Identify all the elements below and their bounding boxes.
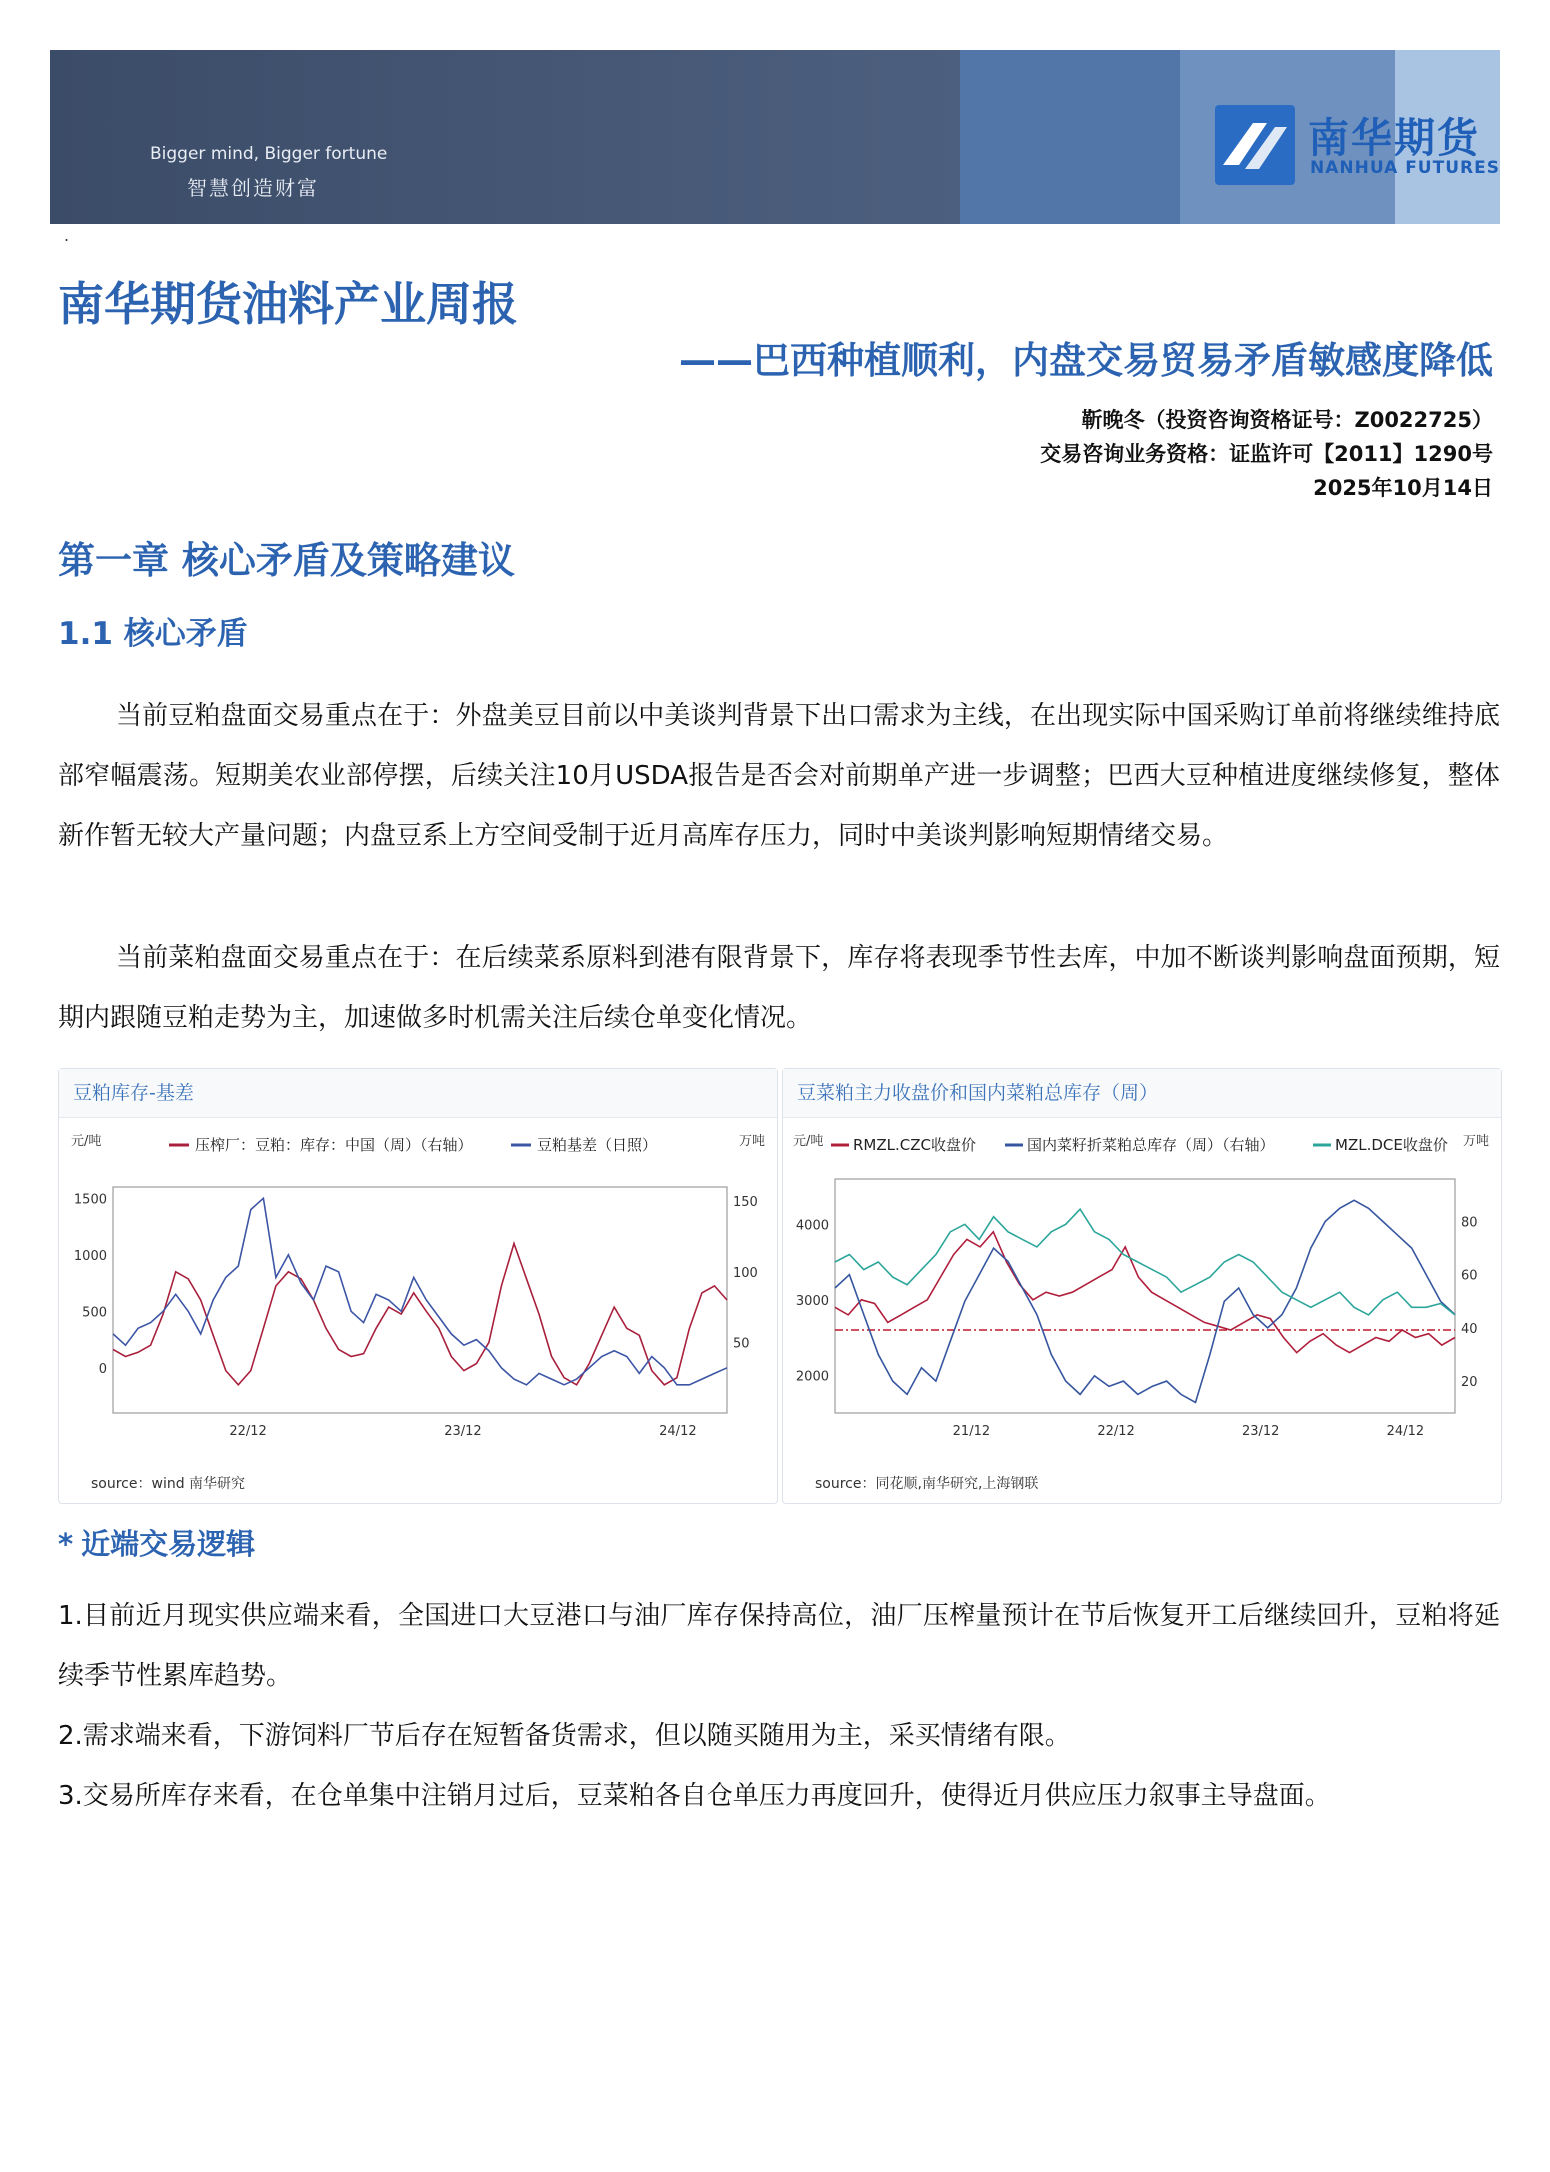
y-left-tick-label: 1000	[73, 1248, 107, 1264]
section-heading: 1.1 核心矛盾	[58, 616, 248, 652]
logo-text-en: NANHUA FUTURES	[1310, 158, 1500, 178]
left-axis-unit: 元/吨	[71, 1134, 102, 1149]
paragraph-rapemeal: 当前菜粕盘面交易重点在于：在后续菜系原料到港有限背景下，库存将表现季节性去库，中加不断谈判影响盘面预期，短期内跟随豆粕走势为主，加速做多时机需关注后续仓单变化情况。	[58, 943, 1500, 1033]
legend-label-rm: RMZL.CZC收盘价	[853, 1136, 976, 1154]
legend-label-m: MZL.DCE收盘价	[1335, 1136, 1448, 1154]
chart-rapemeal-svg	[783, 1119, 1501, 1459]
license-line: 交易咨询业务资格：证监许可【2011】1290号	[1040, 442, 1493, 466]
chapter-heading: 第一章 核心矛盾及策略建议	[58, 539, 515, 582]
banner-slab	[960, 50, 1180, 224]
chart-panel-rapemeal	[782, 1068, 1502, 1504]
y-left-tick-label: 1500	[73, 1192, 107, 1208]
y-right-tick-label: 40	[1461, 1321, 1478, 1337]
series-line	[113, 1244, 727, 1385]
plot-frame	[113, 1187, 727, 1413]
report-date: 2025年10月14日	[1313, 476, 1493, 500]
y-left-tick-label: 3000	[795, 1293, 829, 1309]
author-line: 靳晚冬（投资咨询资格证号：Z0022725）	[1081, 408, 1493, 432]
y-left-tick-label: 4000	[795, 1218, 829, 1234]
right-axis-unit: 万吨	[739, 1134, 766, 1149]
x-tick-label: 22/12	[229, 1424, 267, 1439]
list-item: 3.交易所库存来看，在仓单集中注销月过后，豆菜粕各自仓单压力再度回升，使得近月供应压力叙事主导盘面。	[58, 1781, 1331, 1811]
x-tick-label: 21/12	[952, 1424, 991, 1439]
y-right-tick-label: 100	[733, 1265, 758, 1281]
x-tick-label: 22/12	[1097, 1424, 1135, 1439]
list-item: 1.目前近月现实供应端来看，全国进口大豆港口与油厂库存保持高位，油厂压榨量预计在节后恢复开工后继续回升，豆粕将延续季节性累库趋势。	[58, 1601, 1500, 1691]
page-dot: .	[64, 226, 70, 245]
near-term-logic-title: 近端交易逻辑	[81, 1527, 256, 1561]
y-left-tick-label: 500	[82, 1305, 107, 1321]
right-axis-unit: 万吨	[1463, 1134, 1490, 1149]
paragraph-soymeal: 当前豆粕盘面交易重点在于：外盘美豆目前以中美谈判背景下出口需求为主线，在出现实际中国采购订单前将继续维持底部窄幅震荡。短期美农业部停摆，后续关注10月USDA报告是否会对前期单产进一步调整；巴西大豆种植进度继续修复，整体新作暂无较大产量问题；内盘豆系上方空间受制于近月高库存压力，同时中美谈判影响短期情绪交易。	[58, 701, 1500, 851]
y-left-tick-label: 2000	[795, 1369, 829, 1385]
left-axis-unit: 元/吨	[793, 1134, 824, 1149]
x-tick-label: 24/12	[1386, 1424, 1425, 1439]
y-right-tick-label: 80	[1461, 1215, 1478, 1231]
legend-label-inventory: 压榨厂：豆粕：库存：中国（周）（右轴）	[195, 1136, 473, 1154]
list-item: 2.需求端来看，下游饲料厂节后存在短暂备货需求，但以随买随用为主，采买情绪有限。	[58, 1721, 1071, 1751]
nanhua-logo-icon	[1215, 105, 1295, 185]
tagline-cn: 智慧创造财富	[187, 176, 319, 200]
x-tick-label: 23/12	[1241, 1424, 1280, 1439]
legend-label-stock: 国内菜籽折菜粕总库存（周）（右轴）	[1027, 1136, 1275, 1154]
logo-text-cn: 南华期货	[1308, 114, 1480, 162]
chart-panel-soymeal	[58, 1068, 778, 1504]
y-right-tick-label: 60	[1461, 1268, 1478, 1284]
y-right-tick-label: 20	[1461, 1375, 1478, 1391]
y-left-tick-label: 0	[98, 1361, 107, 1377]
legend-label-basis: 豆粕基差（日照）	[537, 1136, 658, 1154]
x-tick-label: 23/12	[444, 1424, 482, 1439]
near-term-logic-heading	[58, 1522, 255, 1563]
report-subtitle: ——巴西种植顺利，内盘交易贸易矛盾敏感度降低	[679, 339, 1493, 382]
asterisk-icon: *	[58, 1527, 74, 1561]
series-line	[113, 1198, 727, 1385]
chart-source: source：wind 南华研究	[91, 1476, 246, 1492]
chart-soymeal-svg	[59, 1119, 777, 1459]
plot-frame	[835, 1179, 1455, 1413]
series-line	[835, 1200, 1455, 1402]
x-tick-label: 24/12	[659, 1424, 697, 1439]
report-title: 南华期货油料产业周报	[58, 277, 518, 331]
chart-title: 豆菜粕主力收盘价和国内菜粕总库存（周）	[783, 1069, 1501, 1118]
chart-title: 豆粕库存-基差	[59, 1069, 777, 1118]
series-line	[835, 1232, 1455, 1353]
tagline-en: Bigger mind, Bigger fortune	[150, 144, 388, 164]
header-banner	[50, 50, 1500, 224]
chart-source: source：同花顺,南华研究,上海钢联	[815, 1476, 1039, 1492]
y-right-tick-label: 50	[733, 1336, 750, 1352]
y-right-tick-label: 150	[733, 1195, 758, 1211]
